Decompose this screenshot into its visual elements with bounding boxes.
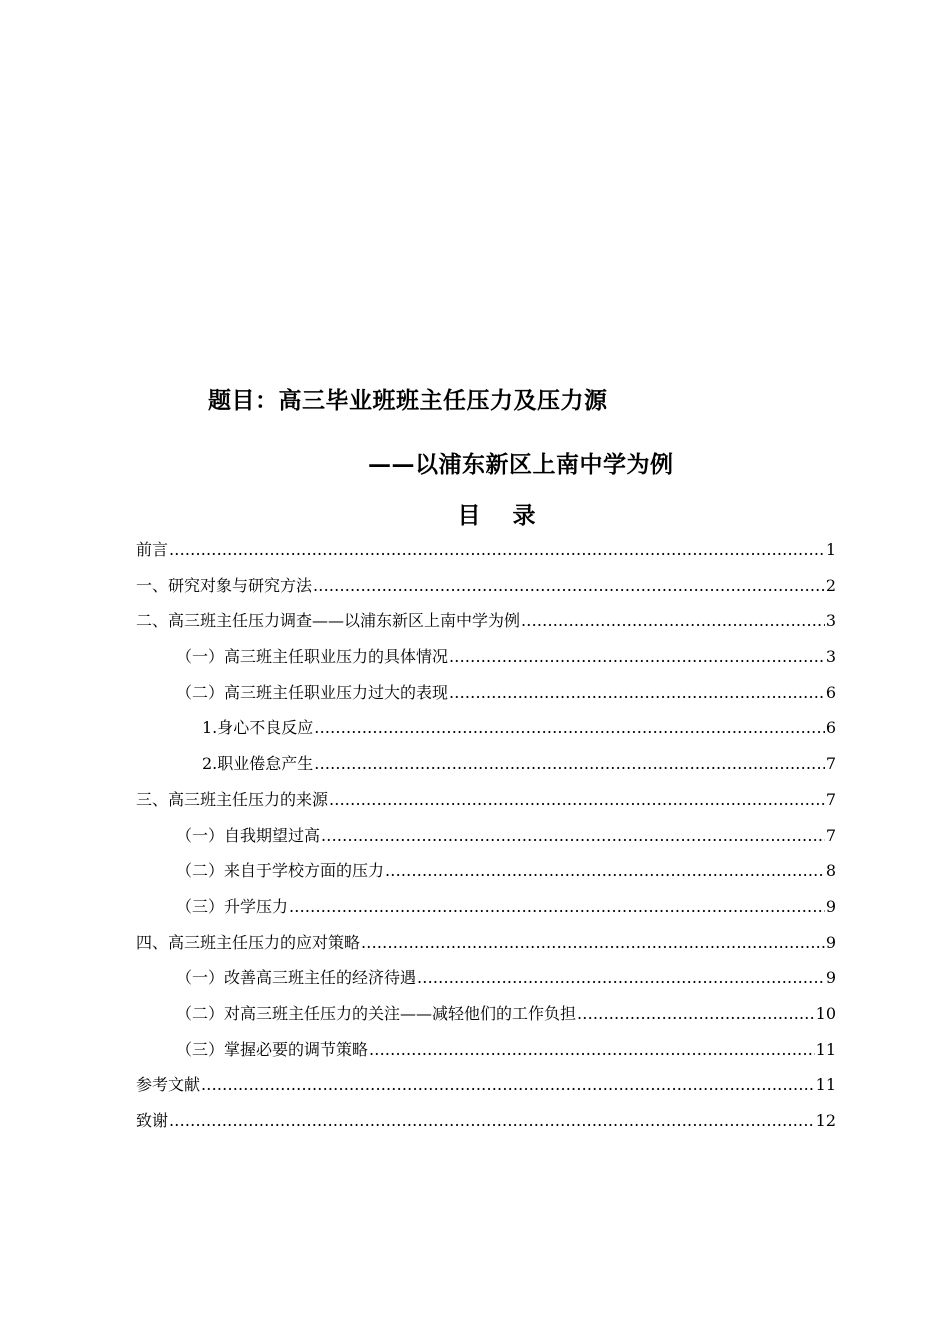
toc-entry-page-number: 3	[825, 647, 836, 667]
toc-dot-leader	[313, 572, 825, 600]
toc-entry-label: 致谢	[136, 1111, 169, 1130]
toc-entry[interactable]	[136, 679, 836, 715]
toc-entry-label: 2.职业倦怠产生	[202, 754, 314, 774]
toc-entry-page-number: 11	[815, 1039, 836, 1059]
toc-entry[interactable]	[136, 572, 836, 608]
toc-dot-leader	[449, 643, 825, 671]
toc-entry-page-number: 8	[825, 861, 836, 881]
toc-entry-label: 二、高三班主任压力调查——以浦东新区上南中学为例	[136, 611, 521, 631]
toc-entry[interactable]	[136, 964, 836, 1000]
toc-entry-label: 三、高三班主任压力的来源	[136, 789, 329, 809]
toc-entry[interactable]	[136, 857, 836, 893]
table-of-contents	[136, 536, 836, 1143]
toc-entry[interactable]	[136, 822, 836, 858]
toc-entry[interactable]	[136, 607, 836, 643]
toc-entry-page-number: 6	[825, 718, 836, 738]
toc-dot-leader	[521, 607, 825, 635]
toc-heading: 目 录	[457, 502, 548, 529]
toc-entry-label: （一）高三班主任职业压力的具体情况	[176, 647, 449, 667]
toc-entry-page-number: 9	[825, 932, 836, 952]
toc-entry-label: （一）改善高三班主任的经济待遇	[176, 968, 417, 988]
toc-entry-label: 参考文献	[136, 1075, 201, 1095]
toc-entry-page-number: 9	[825, 896, 836, 916]
toc-entry-page-number: 7	[825, 754, 836, 774]
toc-entry-page-number: 9	[825, 968, 836, 988]
toc-entry[interactable]	[136, 929, 836, 965]
toc-entry-page-number: 10	[815, 1003, 836, 1023]
toc-entry-label: 四、高三班主任压力的应对策略	[136, 932, 361, 952]
toc-entry[interactable]	[136, 1107, 836, 1143]
toc-entry-label: （一）自我期望过高	[176, 825, 321, 845]
toc-entry-label: （二）对高三班主任压力的关注——减轻他们的工作负担	[176, 1003, 577, 1023]
toc-dot-leader	[329, 786, 825, 814]
toc-dot-leader	[449, 679, 825, 707]
toc-entry-page-number: 11	[815, 1075, 836, 1095]
toc-entry[interactable]	[136, 714, 836, 750]
toc-entry-label: （二）来自于学校方面的压力	[176, 861, 385, 881]
toc-entry[interactable]	[136, 893, 836, 929]
toc-entry[interactable]	[136, 643, 836, 679]
toc-entry-label: （三）升学压力	[176, 896, 289, 916]
toc-entry[interactable]	[136, 1000, 836, 1036]
document-title: 题目：高三毕业班班主任压力及压力源	[208, 387, 608, 414]
toc-entry[interactable]	[136, 750, 836, 786]
document-subtitle: ——以浦东新区上南中学为例	[368, 451, 674, 478]
toc-entry-label: （二）高三班主任职业压力过大的表现	[176, 682, 449, 702]
toc-entry-page-number: 1	[825, 540, 836, 559]
toc-entry[interactable]	[136, 536, 836, 572]
toc-entry-page-number: 7	[825, 825, 836, 845]
toc-dot-leader	[385, 857, 825, 885]
toc-dot-leader	[417, 964, 825, 992]
toc-entry-page-number: 12	[815, 1111, 836, 1130]
toc-dot-leader	[314, 714, 825, 742]
toc-entry-page-number: 6	[825, 682, 836, 702]
toc-entry-page-number: 3	[825, 611, 836, 631]
toc-dot-leader	[169, 1107, 815, 1135]
toc-entry-label: 1.身心不良反应	[202, 718, 314, 738]
toc-dot-leader	[201, 1071, 815, 1099]
toc-dot-leader	[314, 750, 825, 778]
toc-entry-label: 前言	[136, 540, 169, 559]
toc-entry-page-number: 7	[825, 789, 836, 809]
toc-entry-label: 一、研究对象与研究方法	[136, 575, 313, 595]
toc-dot-leader	[369, 1036, 815, 1064]
toc-dot-leader	[321, 822, 825, 850]
toc-entry[interactable]	[136, 1071, 836, 1107]
toc-dot-leader	[169, 536, 825, 564]
toc-entry-label: （三）掌握必要的调节策略	[176, 1039, 369, 1059]
toc-entry[interactable]	[136, 786, 836, 822]
toc-dot-leader	[361, 929, 825, 957]
toc-entry-page-number: 2	[825, 575, 836, 595]
toc-dot-leader	[577, 1000, 815, 1028]
toc-entry[interactable]	[136, 1036, 836, 1072]
toc-dot-leader	[289, 893, 825, 921]
